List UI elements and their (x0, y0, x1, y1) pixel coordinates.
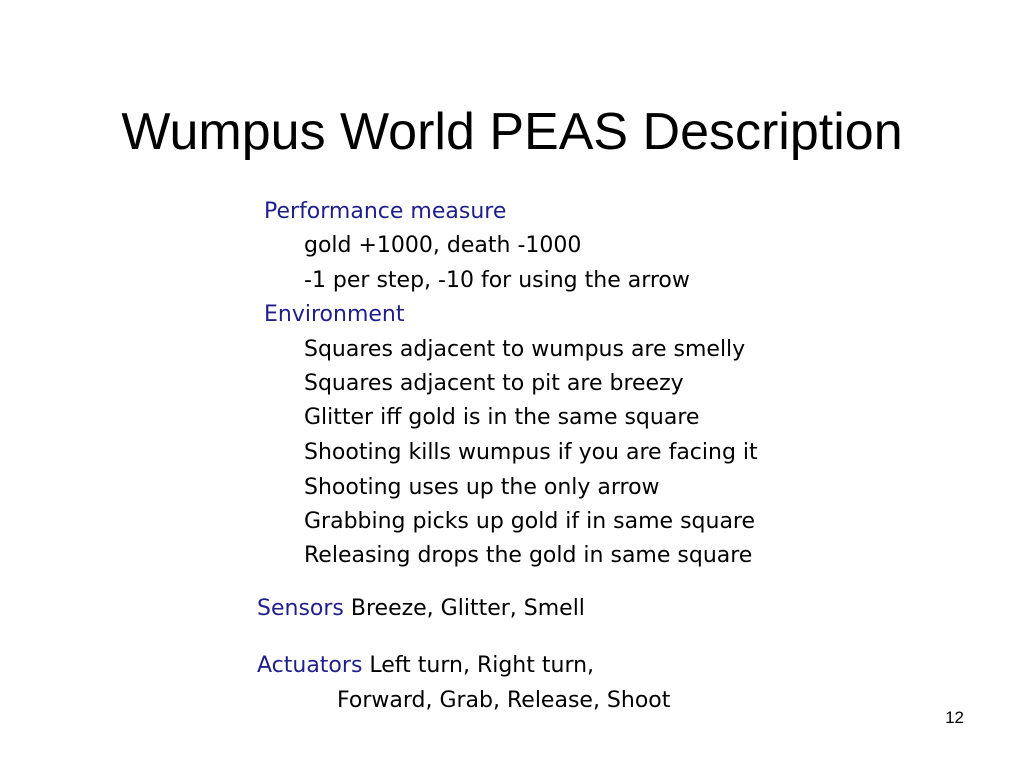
actuators-heading: Actuators (257, 653, 363, 678)
performance-heading: Performance measure (264, 199, 507, 224)
environment-item: Squares adjacent to wumpus are smelly (304, 337, 746, 362)
actuators-text: Left turn, Right turn, (369, 653, 595, 678)
environment-item: Releasing drops the gold in same square (304, 543, 753, 568)
sensors-heading: Sensors (257, 596, 344, 621)
environment-item: Shooting kills wumpus if you are facing it (304, 440, 758, 465)
sensors-text: Breeze, Glitter, Smell (350, 596, 585, 621)
performance-item: -1 per step, -10 for using the arrow (304, 268, 690, 293)
actuators-line (257, 651, 594, 681)
environment-heading: Environment (264, 302, 405, 327)
sensors-line (257, 594, 585, 624)
environment-item: Shooting uses up the only arrow (304, 475, 660, 500)
performance-item: gold +1000, death -1000 (304, 233, 582, 258)
page-number: 12 (945, 708, 964, 727)
actuators-continuation: Forward, Grab, Release, Shoot (337, 688, 671, 713)
environment-item: Glitter iff gold is in the same square (304, 405, 700, 430)
environment-item: Squares adjacent to pit are breezy (304, 371, 684, 396)
slide-title: Wumpus World PEAS Description (121, 103, 903, 161)
environment-item: Grabbing picks up gold if in same square (304, 509, 756, 534)
